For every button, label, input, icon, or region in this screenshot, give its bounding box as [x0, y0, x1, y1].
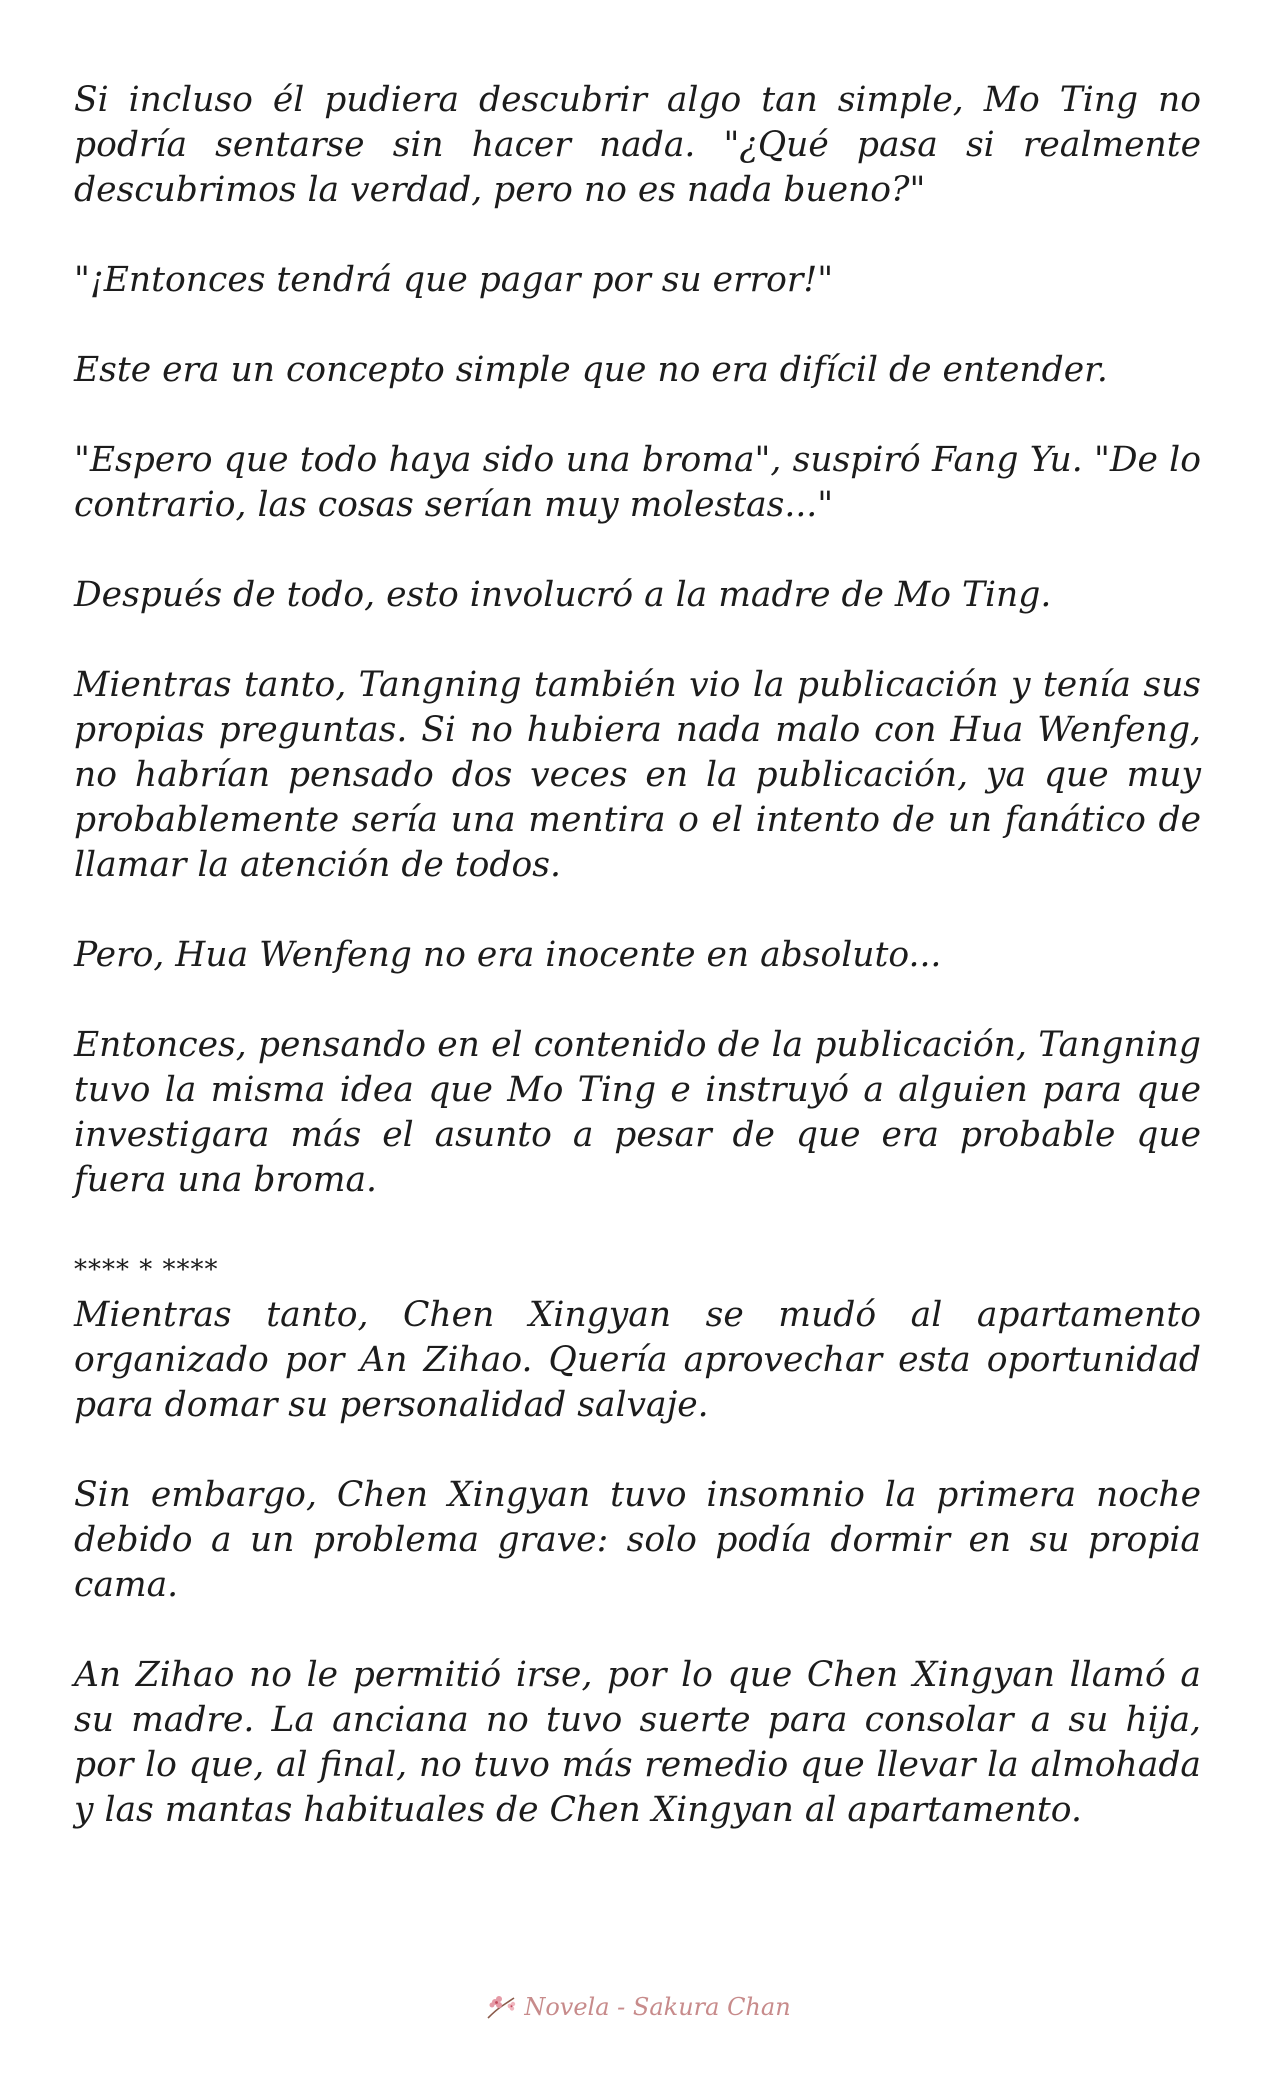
scene-separator: **** * ****: [74, 1255, 219, 1285]
paragraph-2: "¡Entonces tendrá que pagar por su error!": [74, 260, 834, 300]
paragraph-8: Entonces, pensando en el contenido de la publicación, Tangning tuvo la misma idea que Mo Ting e instruyó a alguien para que investigara más el asunto a pesar de que era probable que fuera una broma.: [74, 1025, 1201, 1200]
paragraph-6: Mientras tanto, Tangning también vio la publicación y tenía sus propias preguntas. Si no hubiera nada malo con Hua Wenfeng, no habrían pensado dos veces en la publicación, ya que muy probablemente sería una mentira o el intento de un fanático de llamar la atención de todos.: [74, 665, 1201, 885]
paragraph-10: Sin embargo, Chen Xingyan tuvo insomnio la primera noche debido a un problema grave: solo podía dormir en su propia cama.: [74, 1475, 1201, 1605]
paragraph-4: "Espero que todo haya sido una broma", suspiró Fang Yu. "De lo contrario, las cosas serían muy molestas...": [74, 440, 1201, 525]
cherry-blossom-icon: [484, 1992, 518, 2022]
paragraph-11: An Zihao no le permitió irse, por lo que Chen Xingyan llamó a su madre. La anciana no tuvo suerte para consolar a su hija, por lo que, al final, no tuvo más remedio que llevar la almohada y las mantas habituales de Chen Xingyan al apartamento.: [74, 1655, 1201, 1830]
chapter-text: [74, 78, 1201, 1878]
paragraph-5: Después de todo, esto involucró a la madre de Mo Ting.: [74, 575, 1052, 615]
paragraph-9: Mientras tanto, Chen Xingyan se mudó al apartamento organizado por An Zihao. Quería aprovechar esta oportunidad para domar su personalidad salvaje.: [74, 1295, 1201, 1425]
paragraph-1: Si incluso él pudiera descubrir algo tan simple, Mo Ting no podría sentarse sin hacer nada. "¿Qué pasa si realmente descubrimos la verdad, pero no es nada bueno?": [74, 80, 1201, 210]
paragraph-7: Pero, Hua Wenfeng no era inocente en absoluto...: [74, 935, 942, 975]
footer-watermark: [0, 1992, 1275, 2032]
paragraph-3: Este era un concepto simple que no era difícil de entender.: [74, 350, 1108, 390]
footer-text: Novela - Sakura Chan: [524, 1993, 791, 2021]
